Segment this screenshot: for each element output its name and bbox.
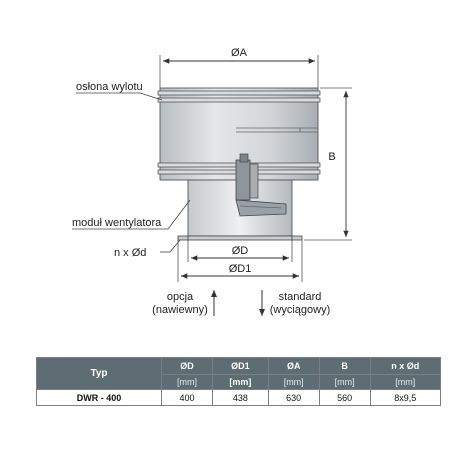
- table-header-row: [37, 358, 441, 375]
- row-value-a: 630: [268, 390, 319, 406]
- col-unit-a: [mm]: [268, 375, 319, 390]
- dimension-b-label: B: [328, 151, 336, 163]
- label-fan-module: [72, 200, 190, 229]
- label-outlet-cover: [76, 81, 162, 100]
- dimension-a: [160, 47, 318, 88]
- dimension-d-label: ØD: [231, 245, 249, 257]
- spec-table: [36, 357, 441, 406]
- outlet-cover-label: osłona wylotu: [76, 81, 143, 93]
- col-header-d: ØD: [162, 358, 213, 375]
- airflow-standard: [262, 290, 330, 316]
- col-unit-b: [mm]: [319, 375, 370, 390]
- row-value-d: 400: [162, 390, 213, 406]
- row-value-d1: 438: [212, 390, 268, 406]
- standard-label-line1: standard: [278, 291, 322, 303]
- standard-label-line2: (wyciągowy): [269, 304, 331, 316]
- fan-module-label: moduł wentylatora: [72, 217, 162, 229]
- row-value-b: 560: [319, 390, 370, 406]
- col-unit-d: [mm]: [162, 375, 213, 390]
- col-unit-nd: [mm]: [370, 375, 440, 390]
- col-header-d1: ØD1: [212, 358, 268, 375]
- col-unit-d1: [mm]: [212, 375, 268, 390]
- option-label-line1: opcja: [166, 291, 194, 303]
- option-label-line2: (nawiewny): [152, 304, 208, 316]
- col-header-nd: n x Ød: [370, 358, 440, 375]
- dimension-d: [188, 242, 292, 262]
- row-typ: DWR - 400: [37, 390, 162, 406]
- row-value-nd: 8x9,5: [370, 390, 440, 406]
- dimension-d1-label: ØD1: [228, 263, 252, 275]
- col-header-a: ØA: [268, 358, 319, 375]
- col-header-b: B: [319, 358, 370, 375]
- label-holes: [114, 240, 180, 259]
- airflow-option: [152, 290, 214, 316]
- holes-label: n x Ød: [114, 247, 147, 259]
- dimension-a-label: ØA: [231, 47, 247, 59]
- typ-header: Typ: [37, 358, 162, 390]
- table-row: [37, 390, 441, 406]
